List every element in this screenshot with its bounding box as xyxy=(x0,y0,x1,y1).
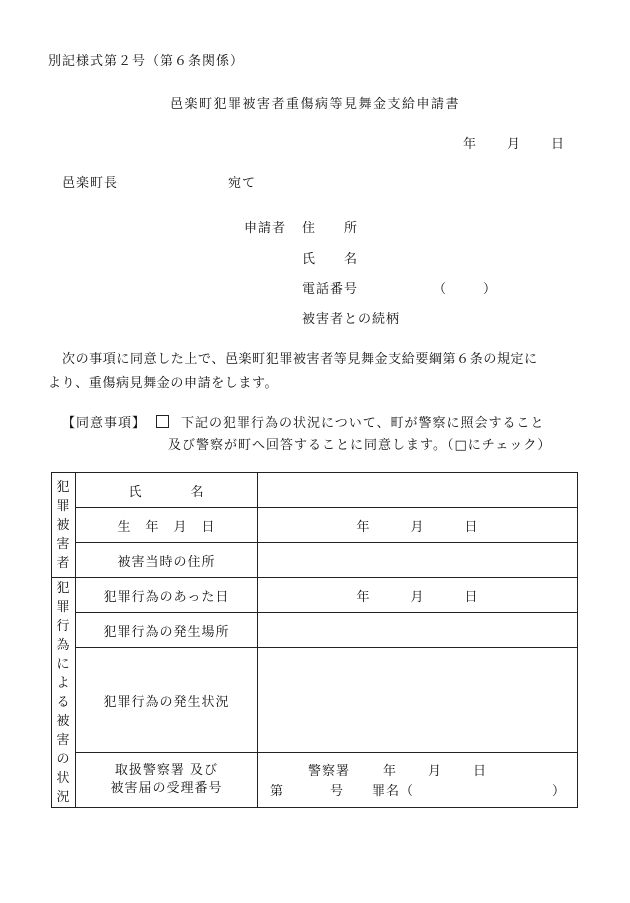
date-year-label: 年 xyxy=(463,137,478,152)
victim-name-label: 氏 名 xyxy=(76,473,258,508)
statement-line-1: 次の事項に同意した上で、邑楽町犯罪被害者等見舞金支給要綱第６条の規定に xyxy=(62,352,538,367)
crime-place-label: 犯罪行為の発生場所 xyxy=(76,613,258,648)
application-date[interactable] xyxy=(463,133,565,152)
victim-name-field[interactable] xyxy=(258,473,578,508)
police-report-label: 取扱警察署 及び 被害届の受理番号 xyxy=(76,753,258,808)
crime-name-label: 罪名（ xyxy=(372,784,415,799)
applicant-phone-field[interactable]: 電話番号 xyxy=(302,282,359,297)
report-number-prefix: 第 xyxy=(270,784,285,799)
relation-to-victim-field[interactable]: 被害者との続柄 xyxy=(302,312,401,327)
consent-line-1 xyxy=(62,412,545,431)
date-day-label: 日 xyxy=(551,137,566,152)
consent-label: 【同意事項】 xyxy=(62,416,147,431)
addressee-name: 邑楽町長 xyxy=(62,176,119,191)
police-station-label: 警察署 xyxy=(308,764,351,779)
document-title: 邑楽町犯罪被害者重傷病等見舞金支給申請書 xyxy=(169,97,460,112)
application-statement xyxy=(48,348,588,396)
phone-paren-open: （ xyxy=(433,282,448,297)
consent-text-1: 下記の犯罪行為の状況について、町が警察に照会すること xyxy=(181,416,545,431)
crime-date-field[interactable]: 年 月 日 xyxy=(258,578,578,613)
applicant-name-field[interactable]: 氏 名 xyxy=(302,252,359,267)
date-month-label: 月 xyxy=(507,137,522,152)
police-report-field[interactable] xyxy=(258,753,578,808)
crime-situation-field[interactable] xyxy=(258,648,578,753)
phone-paren-close: ） xyxy=(483,282,498,297)
crime-date-label: 犯罪行為のあった日 xyxy=(76,578,258,613)
applicant-address-field[interactable]: 住 所 xyxy=(302,221,359,236)
victim-address-field[interactable] xyxy=(258,543,578,578)
report-number-suffix: 号 xyxy=(330,784,345,799)
victim-address-label: 被害当時の住所 xyxy=(76,543,258,578)
applicant-label: 申請者 xyxy=(244,221,287,236)
consent-text-2: 及び警察が町へ回答することに同意します。（□にチェック） xyxy=(168,438,552,453)
victim-group-label: 犯 罪 被 害 者 xyxy=(52,473,76,578)
form-number: 別記様式第２号（第６条関係） xyxy=(48,54,245,69)
report-year-label: 年 xyxy=(383,764,398,779)
crime-situation-label: 犯罪行為の発生状況 xyxy=(76,648,258,753)
victim-birthdate-label: 生 年 月 日 xyxy=(76,508,258,543)
crime-place-field[interactable] xyxy=(258,613,578,648)
report-month-label: 月 xyxy=(428,764,443,779)
addressee-suffix: 宛て xyxy=(228,176,257,191)
crime-name-close: ） xyxy=(552,784,567,799)
statement-line-2: より、重傷病見舞金の申請をします。 xyxy=(48,376,279,391)
crime-group-label: 犯 罪 行 為 に よ る 被 害 の 状 況 xyxy=(52,578,76,808)
victim-crime-table xyxy=(51,472,578,808)
consent-checkbox[interactable] xyxy=(156,415,169,428)
victim-birthdate-field[interactable]: 年 月 日 xyxy=(258,508,578,543)
report-day-label: 日 xyxy=(473,764,488,779)
